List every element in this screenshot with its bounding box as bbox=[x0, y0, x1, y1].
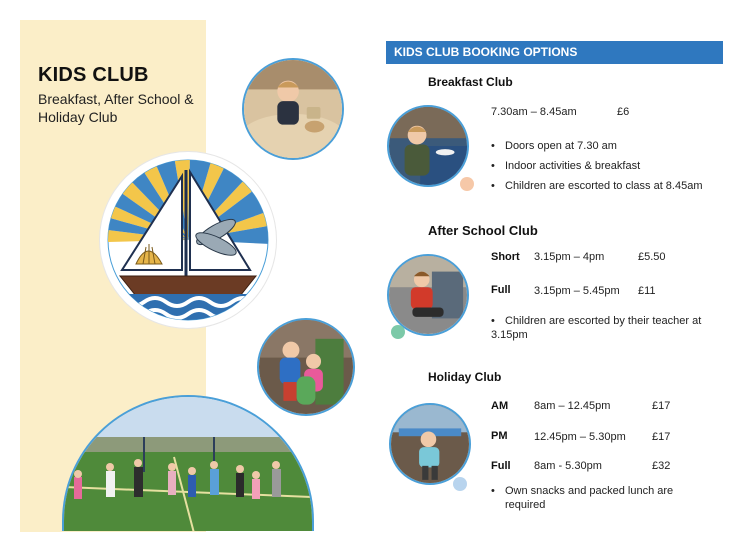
peach-dot bbox=[460, 177, 474, 191]
after-school-photo bbox=[387, 254, 469, 336]
children-play-photo bbox=[257, 318, 355, 416]
holiday-price: £17 bbox=[652, 431, 671, 443]
holiday-time: 8am – 12.45pm bbox=[534, 400, 611, 412]
breakfast-time: 7.30am – 8.45am bbox=[491, 106, 577, 118]
sandpit-photo bbox=[242, 58, 344, 160]
breakfast-club-title: Breakfast Club bbox=[428, 75, 513, 89]
breakfast-photo bbox=[387, 105, 469, 187]
breakfast-bullet: • Children are escorted to class at 8.45am bbox=[505, 179, 720, 193]
holiday-label: Full bbox=[491, 460, 511, 472]
after-school-label: Short bbox=[491, 251, 520, 263]
after-school-bullet-text: • Children are escorted by their teacher at 3.15pm bbox=[491, 315, 702, 341]
holiday-time: 8am - 5.30pm bbox=[534, 460, 602, 472]
after-school-price: £5.50 bbox=[638, 251, 666, 263]
page-subtitle: Breakfast, After School & Holiday Club bbox=[38, 91, 194, 125]
breakfast-bullet: • Doors open at 7.30 am bbox=[505, 139, 715, 153]
holiday-time: 12.45pm – 5.30pm bbox=[534, 431, 626, 443]
after-school-club-title: After School Club bbox=[428, 223, 538, 238]
after-school-price: £11 bbox=[638, 285, 656, 297]
breakfast-price: £6 bbox=[617, 106, 630, 118]
booking-options-header: KIDS CLUB BOOKING OPTIONS bbox=[386, 41, 723, 64]
after-school-bullet bbox=[491, 314, 710, 342]
after-school-label: Full bbox=[491, 284, 511, 296]
holiday-label: PM bbox=[491, 430, 508, 442]
after-school-time: 3.15pm – 4pm bbox=[534, 251, 605, 263]
holiday-price: £32 bbox=[652, 460, 671, 472]
page-title: KIDS CLUB bbox=[38, 64, 149, 86]
holiday-label: AM bbox=[491, 400, 509, 412]
school-logo bbox=[100, 152, 276, 328]
sailboat-logo bbox=[100, 152, 276, 328]
holiday-photo bbox=[389, 403, 471, 485]
breakfast-bullet: • Indoor activities & breakfast bbox=[505, 159, 715, 173]
after-school-time: 3.15pm – 5.45pm bbox=[534, 285, 620, 297]
holiday-club-title: Holiday Club bbox=[428, 370, 502, 384]
light-blue-dot bbox=[453, 477, 467, 491]
teal-dot bbox=[391, 325, 405, 339]
holiday-bullet: • Own snacks and packed lunch are required bbox=[505, 484, 705, 512]
holiday-price: £17 bbox=[652, 400, 671, 412]
